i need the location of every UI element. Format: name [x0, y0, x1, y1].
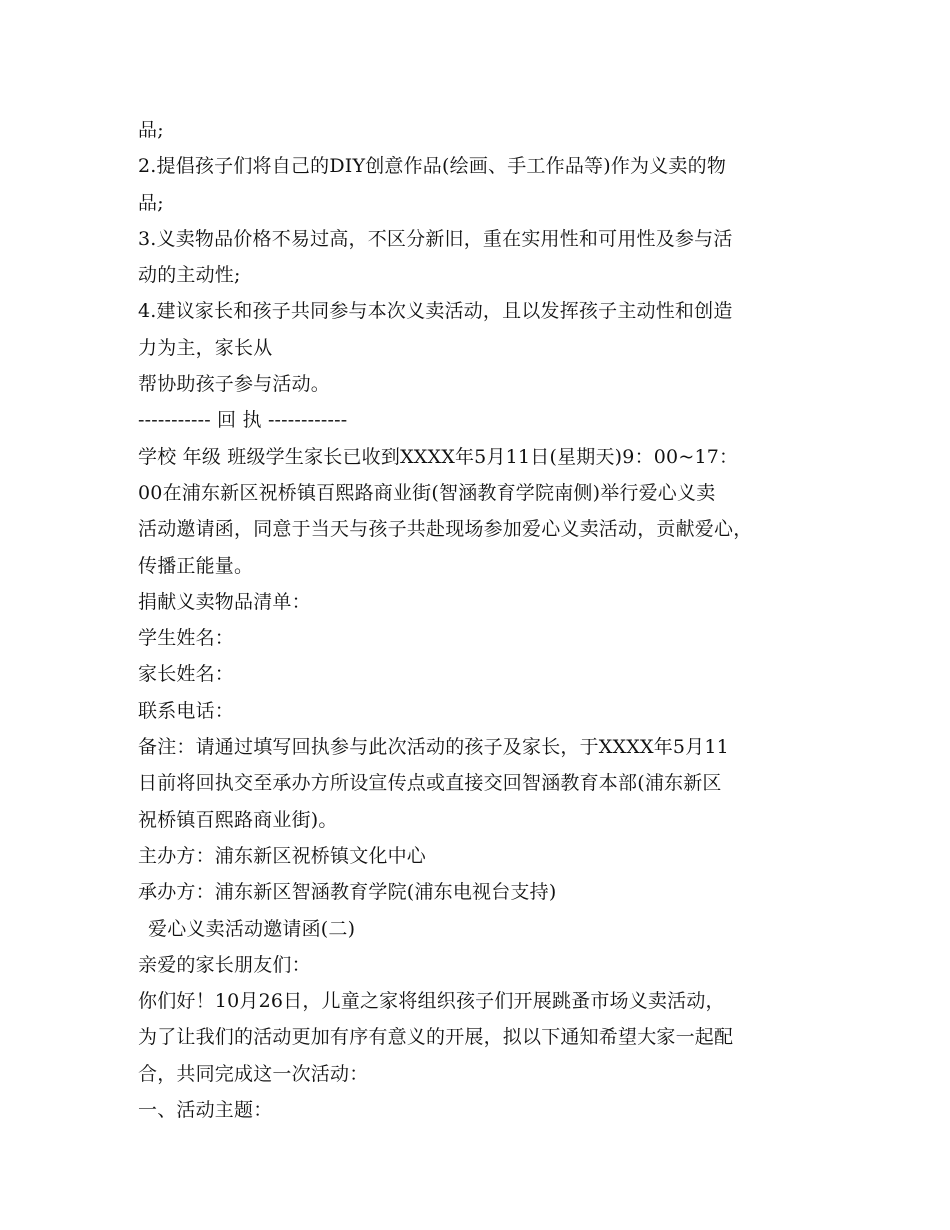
organizer-line: 主办方：浦东新区祝桥镇文化中心: [138, 844, 427, 867]
text-line-10: 学校 年级 班级学生家长已收到XXXX年5月11日(星期天)9：00~17：: [138, 445, 739, 468]
section-title: 爱心义卖活动邀请函(二): [148, 917, 356, 940]
text-line-26: 为了让我们的活动更加有序有意义的开展，拟以下通知希望大家一起配: [138, 1026, 734, 1049]
text-line-8: 帮协助孩子参与活动。: [138, 373, 331, 396]
text-line-18: 备注：请通过填写回执参与此次活动的孩子及家长，于XXXX年5月11: [138, 736, 729, 759]
text-line-2: 2.提倡孩子们将自己的DIY创意作品(绘画、手工作品等)作为义卖的物: [138, 155, 727, 178]
text-line-6: 4.建议家长和孩子共同参与本次义卖活动，且以发挥孩子主动性和创造: [138, 300, 733, 323]
text-line-3: 品;: [138, 191, 164, 214]
text-line-1: 品;: [138, 119, 164, 141]
text-line-7: 力为主，家长从: [138, 336, 273, 359]
parent-name-label: 家长姓名：: [138, 663, 235, 686]
text-line-19: 日前将回执交至承办方所设宣传点或直接交回智涵教育本部(浦东新区: [138, 772, 722, 795]
text-line-13: 传播正能量。: [138, 554, 254, 577]
text-line-11: 00在浦东新区祝桥镇百熙路商业街(智涵教育学院南侧)举行爱心义卖: [138, 481, 716, 504]
document-page: [138, 112, 828, 1128]
donation-list-label: 捐献义卖物品清单：: [138, 590, 311, 613]
text-line-12: 活动邀请函，同意于当天与孩子共赴现场参加爱心义卖活动，贡献爱心，: [138, 518, 753, 541]
text-line-20: 祝桥镇百熙路商业街)。: [138, 808, 338, 831]
co-organizer-line: 承办方：浦东新区智涵教育学院(浦东电视台支持): [138, 881, 557, 904]
phone-label: 联系电话：: [138, 699, 235, 722]
text-line-5: 动的主动性;: [138, 264, 241, 287]
receipt-divider: ----------- 回 执 ------------: [138, 409, 348, 432]
text-line-27: 合，共同完成这一次活动：: [138, 1062, 369, 1085]
text-line-4: 3.义卖物品价格不易过高，不区分新旧，重在实用性和可用性及参与活: [138, 227, 733, 250]
student-name-label: 学生姓名：: [138, 627, 235, 650]
text-line-25: 你们好！10月26日，儿童之家将组织孩子们开展跳蚤市场义卖活动，: [138, 990, 725, 1013]
activity-theme-heading: 一、活动主题：: [138, 1099, 273, 1122]
greeting-line: 亲爱的家长朋友们：: [138, 953, 311, 976]
